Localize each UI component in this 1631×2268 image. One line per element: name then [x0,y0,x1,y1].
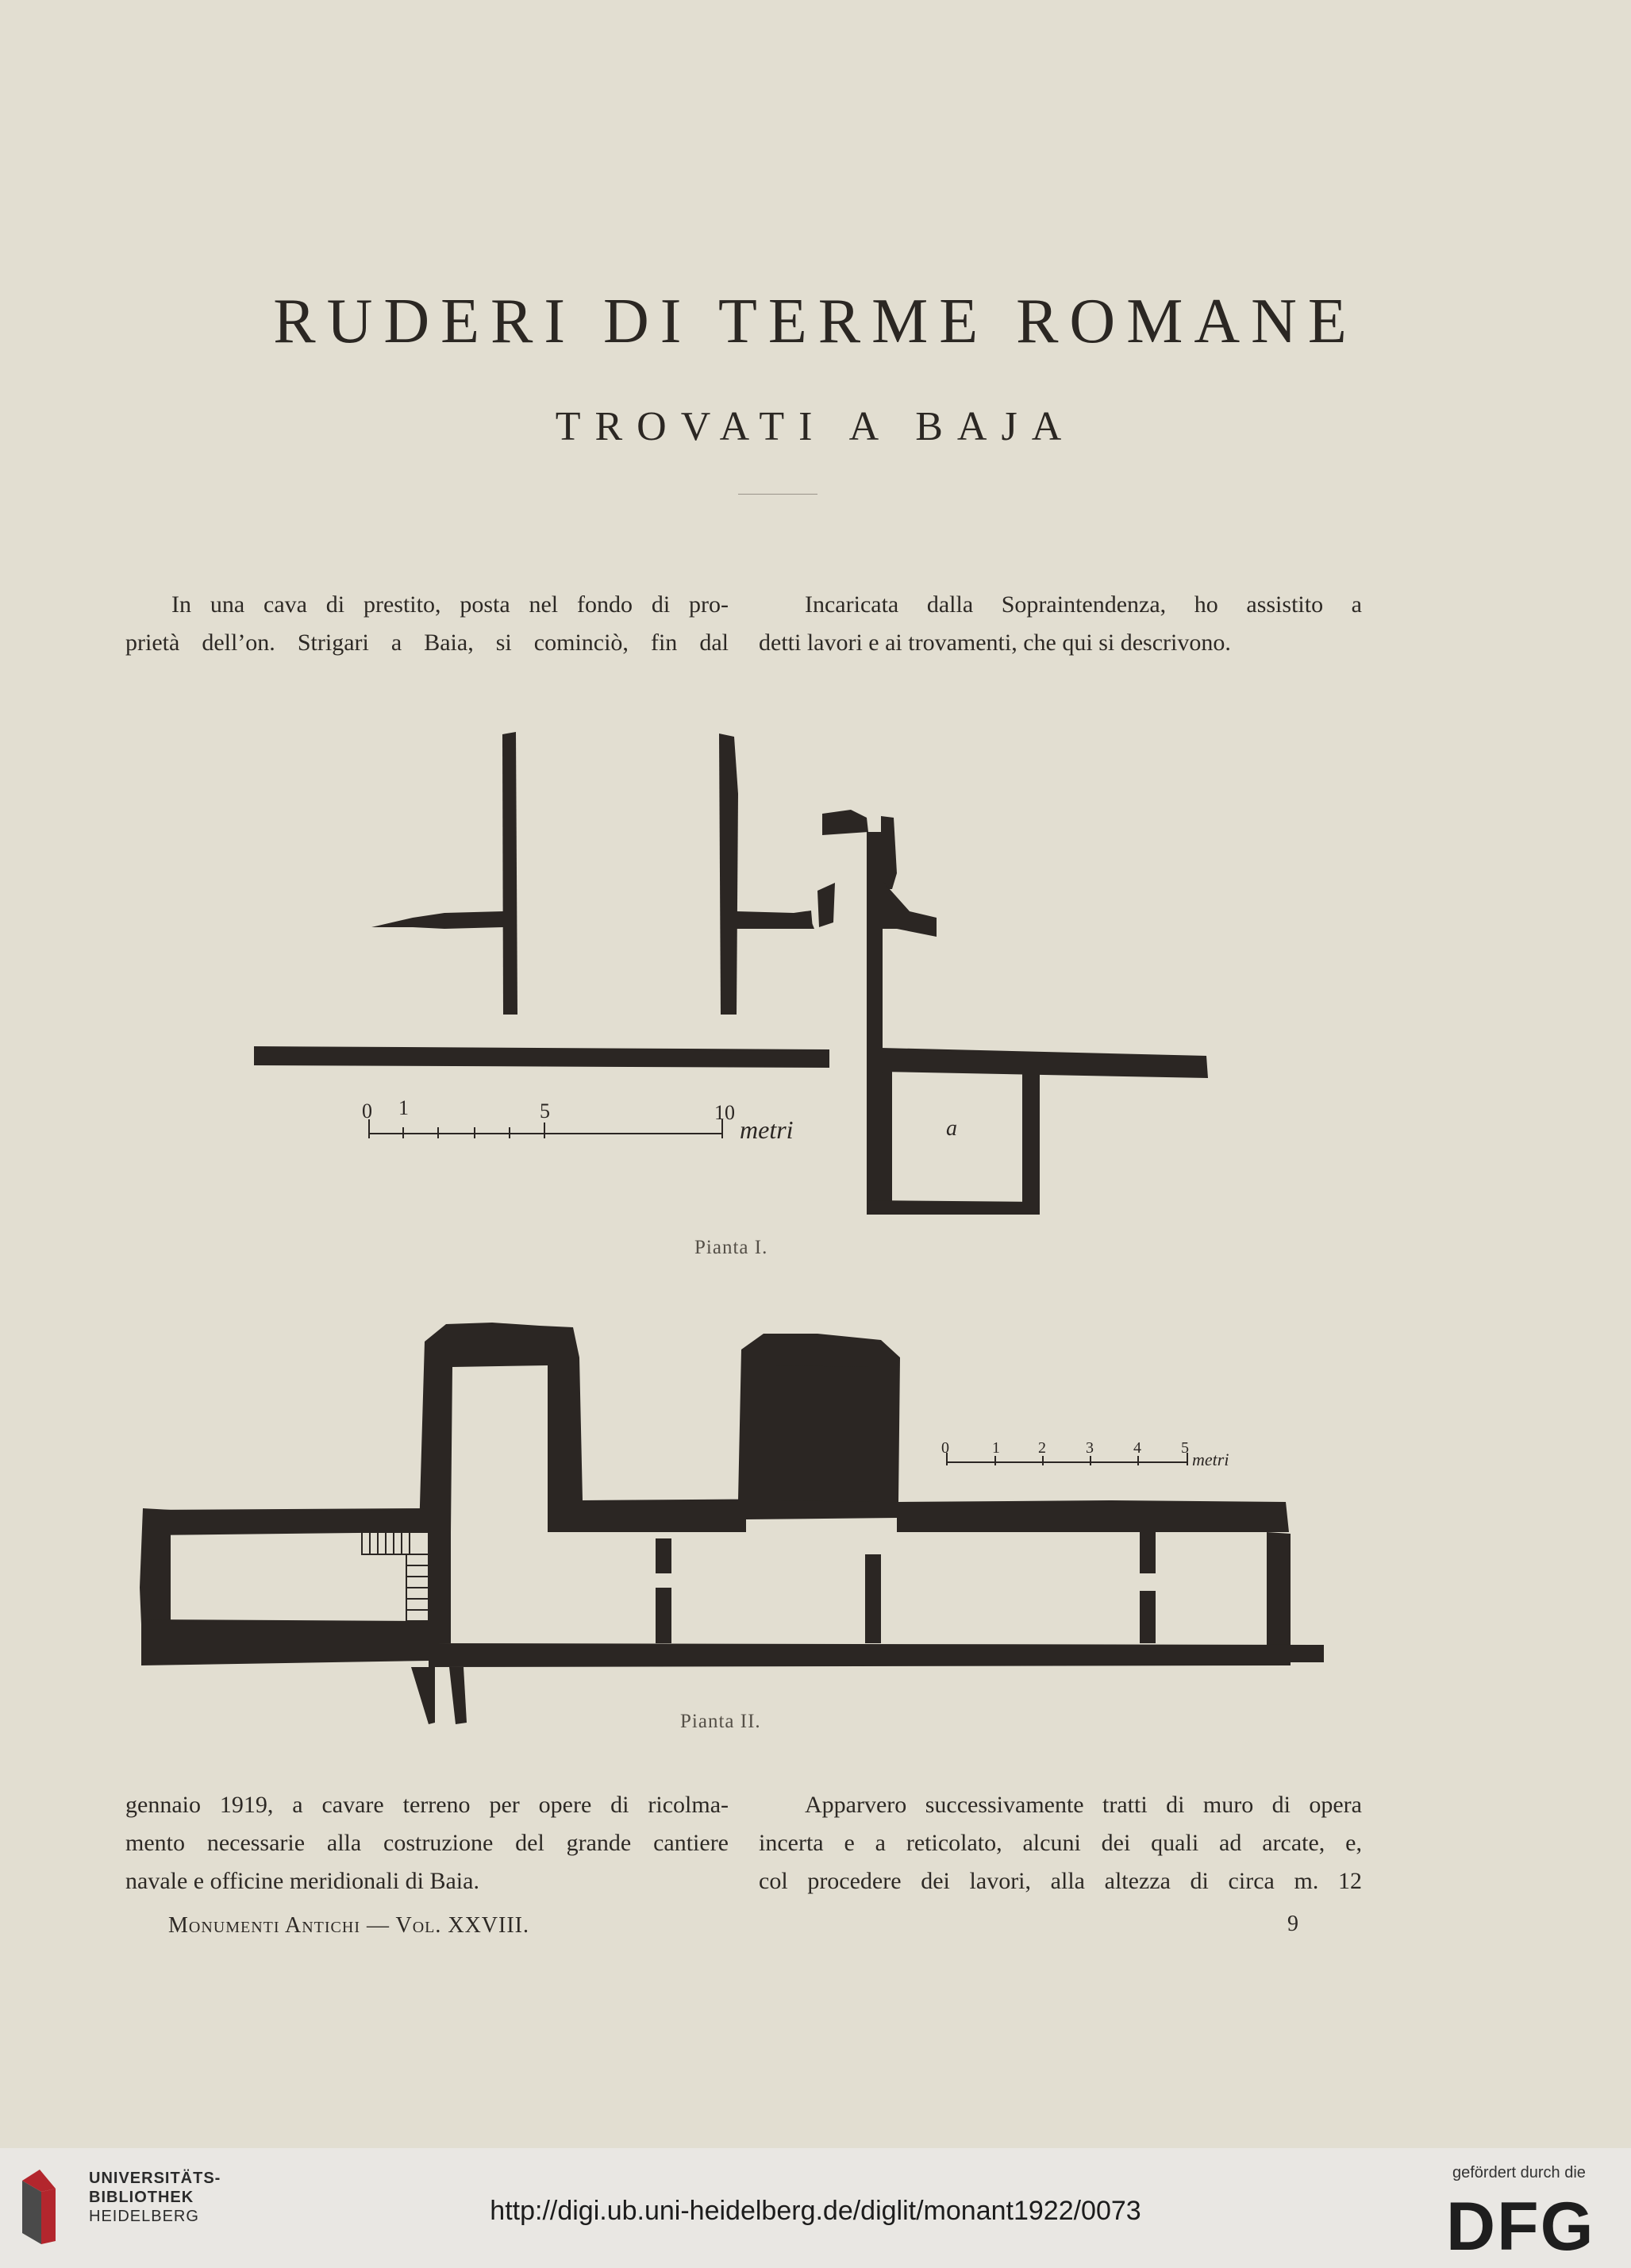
scale-2-tick-2: 2 [1038,1439,1046,1457]
text-column-bottom-left [125,1786,729,1900]
dfg-logo-text: DFG [1446,2193,1595,2256]
text-line: In una cava di prestito, posta nel fondo di pro- [171,591,729,618]
scale-1-unit: metri [740,1115,794,1144]
text-column-bottom-right [759,1786,1362,1900]
plan-1-drawing [254,732,1208,1215]
scale-2-unit: metri [1192,1450,1229,1469]
scale-1-tick-1: 1 [398,1096,409,1119]
text-line: prietà dell’on. Strigari a Baia, si cominciò, fin dal [125,630,729,656]
viewer-footer-bar [0,2148,1631,2268]
page-subtitle: TROVATI A BAJA [555,404,1076,449]
scale-2-tick-0: 0 [941,1439,949,1457]
scale-2-tick-1: 1 [992,1439,1000,1457]
scale-1-tick-10: 10 [714,1101,735,1124]
scale-1-tick-5: 5 [540,1099,550,1122]
text-line: Incaricata dalla Sopraintendenza, ho assistito a [805,591,1362,618]
page-title: RUDERI DI TERME ROMANE [273,287,1358,356]
page-url-link[interactable]: http://digi.ub.uni-heidelberg.de/diglit/monant1922/0073 [490,2196,1141,2226]
figure-2-caption: Pianta II. [680,1711,761,1732]
library-name-line: UNIVERSITÄTS- [89,2170,221,2187]
scale-2-tick-5: 5 [1181,1439,1189,1457]
funding-note: gefördert durch die [1452,2164,1586,2181]
running-footer: Monumenti Antichi — Vol. XXVIII. [168,1913,529,1938]
text-line: navale e officine meridionali di Baia. [125,1868,479,1894]
scale-2-tick-3: 3 [1086,1439,1094,1457]
text-line: col procedere dei lavori, alla altezza di circa m. 12 [759,1868,1362,1894]
scale-2-tick-4: 4 [1133,1439,1141,1457]
text-line: gennaio 1919, a cavare terreno per opere di ricolma- [125,1792,729,1818]
scale-1-tick-0: 0 [362,1099,372,1122]
library-name-line: BIBLIOTHEK [89,2189,194,2206]
text-line: Apparvero successivamente tratti di muro di opera [805,1792,1362,1818]
dfg-logo [1446,2193,1614,2256]
figure-1-caption: Pianta I. [694,1237,768,1258]
library-name-line: HEIDELBERG [89,2208,199,2225]
plan-1-room-label: a [946,1116,957,1141]
text-line: detti lavori e ai trovamenti, che qui si descrivono. [759,630,1231,656]
text-line: mento necessarie alla costruzione del grande cantiere [125,1830,729,1856]
text-line: incerta e a reticolato, alcuni dei quali ad arcate, e, [759,1830,1362,1856]
plan-2-drawing [140,1323,1324,1724]
page-number: 9 [1287,1912,1298,1936]
